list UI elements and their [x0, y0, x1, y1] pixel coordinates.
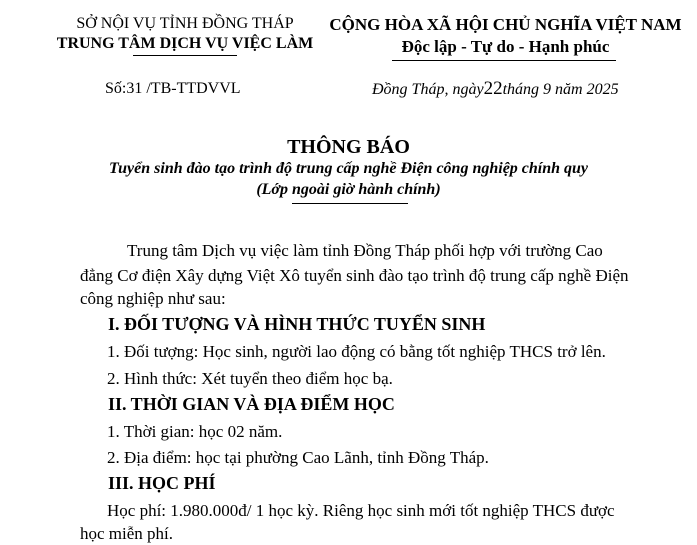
- page-title: THÔNG BÁO: [287, 136, 410, 158]
- section-2-item-1: 1. Thời gian: học 02 năm.: [107, 422, 283, 441]
- agency-name: [40, 14, 330, 54]
- title-underline: [292, 203, 408, 204]
- date-prefix: Đồng Tháp, ngày: [372, 81, 484, 98]
- country-motto: Độc lập - Tự do - Hạnh phúc: [401, 37, 610, 56]
- agency-line2: TRUNG TÂM DỊCH VỤ VIỆC LÀM: [56, 35, 314, 52]
- country-name: CỘNG HÒA XÃ HỘI CHỦ NGHĨA VIỆT NAM: [329, 15, 682, 34]
- date-day: 22: [483, 78, 503, 99]
- national-header: [328, 14, 683, 58]
- agency-line1: SỞ NỘI VỤ TỈNH ĐỒNG THÁP: [76, 15, 294, 32]
- section-heading-2: II. THỜI GIAN VÀ ĐỊA ĐIỂM HỌC: [108, 394, 395, 414]
- document-number: [105, 80, 241, 98]
- section-heading-1: I. ĐỐI TƯỢNG VÀ HÌNH THỨC TUYỂN SINH: [108, 314, 486, 334]
- number-suffix: /TB-TTDVVL: [146, 80, 241, 97]
- section-3-item-1: Học phí: 1.980.000đ/ 1 học kỳ. Riêng học sinh mới tốt nghiệp THCS được: [107, 501, 615, 520]
- intro-line-1: Trung tâm Dịch vụ việc làm tỉnh Đồng Tháp phối hợp với trường Cao: [127, 241, 603, 260]
- section-1-item-1: 1. Đối tượng: Học sinh, người lao động có bằng tốt nghiệp THCS trở lên.: [107, 342, 606, 361]
- number-prefix: Số:: [105, 80, 127, 97]
- document-date: [372, 78, 619, 100]
- number-value: 31: [126, 80, 143, 97]
- intro-line-3: công nghiệp như sau:: [80, 289, 226, 308]
- section-2-item-2: 2. Địa điểm: học tại phường Cao Lãnh, tỉnh Đồng Tháp.: [107, 448, 489, 467]
- section-heading-3: III. HỌC PHÍ: [108, 473, 216, 493]
- document-subtitle: Tuyển sinh đào tạo trình độ trung cấp nghề Điện công nghiệp chính quy: [108, 160, 589, 177]
- intro-line-2: đẳng Cơ điện Xây dựng Việt Xô tuyển sinh đào tạo trình độ trung cấp nghề Điện: [80, 266, 629, 285]
- section-1-item-2: 2. Hình thức: Xét tuyển theo điểm học bạ.: [107, 369, 393, 388]
- agency-underline: [133, 55, 237, 56]
- motto-underline: [392, 60, 616, 61]
- section-3-item-2: học miễn phí.: [80, 524, 174, 543]
- date-suffix: tháng 9 năm 2025: [502, 81, 619, 98]
- class-note: (Lớp ngoài giờ hành chính): [256, 181, 441, 198]
